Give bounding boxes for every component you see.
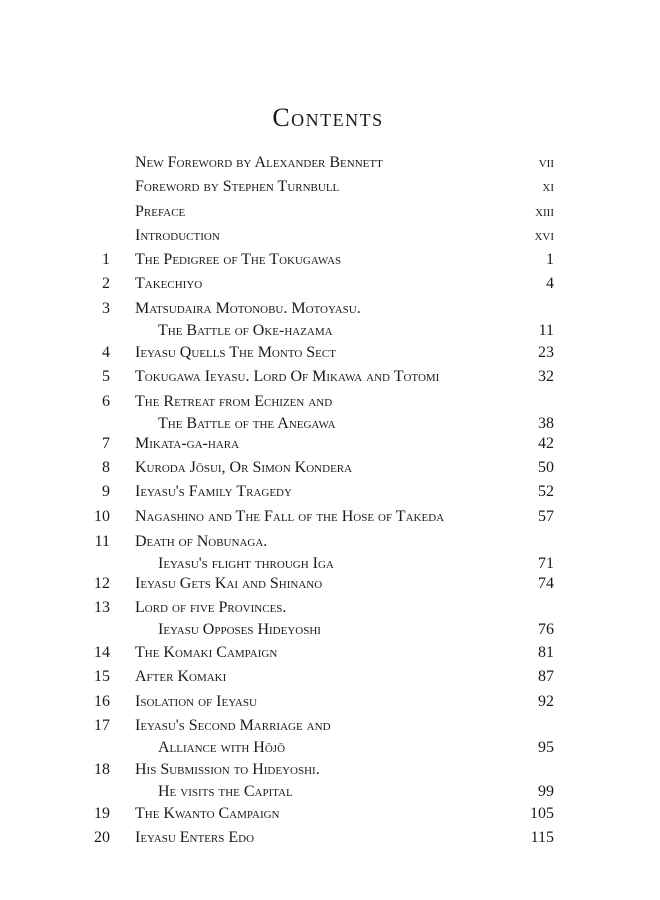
chapter-title-line1: Preface: [135, 203, 186, 220]
chapter-title-line1: Ieyasu Gets Kai and Shinano: [135, 575, 323, 592]
chapter-title: [135, 531, 515, 575]
chapter-title-line2: The Battle of the Anegawa: [158, 415, 336, 432]
chapter-title-line1: Isolation of Ieyasu: [135, 693, 257, 710]
chapter-title: [135, 249, 515, 271]
chapter-title-line1: Introduction: [135, 227, 220, 244]
chapter-title: [135, 642, 515, 664]
chapter-number: 13: [94, 599, 110, 616]
chapter-title: [135, 666, 515, 688]
chapter-title-line1: Takechiyo: [135, 275, 203, 292]
page-number: 57: [538, 508, 554, 525]
chapter-title-line2: Ieyasu's flight through Iga: [158, 555, 334, 572]
chapter-number: 1: [102, 251, 110, 268]
chapter-title: [135, 391, 515, 435]
chapter-title-line1: Lord of five Provinces.: [135, 599, 287, 616]
page-number: 81: [538, 644, 554, 661]
chapter-number: 9: [102, 483, 110, 500]
chapter-number: 8: [102, 459, 110, 476]
chapter-title-line2: Alliance with Hōjō: [158, 739, 286, 756]
chapter-title-line1: His Submission to Hideyoshi.: [135, 761, 320, 778]
chapter-title-line1: Death of Nobunaga.: [135, 533, 268, 550]
chapter-title-line1: The Komaki Campaign: [135, 644, 278, 661]
chapter-title: [135, 803, 515, 825]
page-number: 50: [538, 459, 554, 476]
chapter-title: [135, 691, 515, 713]
chapter-number: 10: [94, 508, 110, 525]
chapter-title-line1: Matsudaira Motonobu. Motoyasu.: [135, 300, 361, 317]
chapter-title-line2: He visits the Capital: [158, 783, 293, 800]
page-number: 95: [538, 739, 554, 756]
chapter-title-line2: Ieyasu Opposes Hideyoshi: [158, 621, 321, 638]
page-number: 23: [538, 344, 554, 361]
chapter-number: 18: [94, 761, 110, 778]
chapter-title: [135, 597, 515, 641]
page-number: 99: [538, 783, 554, 800]
chapter-title: [135, 201, 515, 223]
chapter-title-line1: Tokugawa Ieyasu. Lord Of Mikawa and Totomi: [135, 368, 440, 385]
page-number: 38: [538, 415, 554, 432]
page-number: xvi: [534, 227, 554, 244]
chapter-title-line1: The Kwanto Campaign: [135, 805, 280, 822]
chapter-number: 11: [94, 533, 110, 550]
page-title: Contents: [272, 103, 384, 132]
chapter-title-line2: The Battle of Oke-hazama: [158, 322, 333, 339]
chapter-number: 2: [102, 275, 110, 292]
chapter-number: 17: [94, 717, 110, 734]
page-number: 32: [538, 368, 554, 385]
chapter-title-line1: Mikata-ga-hara: [135, 435, 240, 452]
page-number: 52: [538, 483, 554, 500]
chapter-title-line1: Ieyasu's Second Marriage and: [135, 717, 331, 734]
chapter-number: 7: [102, 435, 110, 452]
page-number: 11: [538, 322, 554, 339]
chapter-title-line1: Ieyasu's Family Tragedy: [135, 483, 292, 500]
chapter-title: [135, 481, 515, 503]
page-number: 42: [538, 435, 554, 452]
chapter-title: [135, 176, 515, 198]
page-number: 115: [530, 829, 554, 846]
chapter-title: [135, 298, 515, 342]
page-number: 76: [538, 621, 554, 638]
chapter-title: [135, 433, 515, 455]
chapter-title: [135, 759, 515, 803]
chapter-title: [135, 506, 515, 528]
chapter-number: 4: [102, 344, 110, 361]
chapter-title-line1: The Retreat from Echizen and: [135, 393, 333, 410]
chapter-title: [135, 366, 515, 388]
chapter-number: 19: [94, 805, 110, 822]
page-number: 4: [546, 275, 554, 292]
chapter-number: 5: [102, 368, 110, 385]
chapter-title: [135, 273, 515, 295]
chapter-title: [135, 225, 515, 247]
page-number: 92: [538, 693, 554, 710]
chapter-title-line1: Ieyasu Enters Edo: [135, 829, 255, 846]
page-number: 71: [538, 555, 554, 572]
chapter-title: [135, 152, 515, 174]
chapter-title: [135, 715, 515, 759]
chapter-title-line1: Nagashino and The Fall of the Hose of Takeda: [135, 508, 445, 525]
page-number: vii: [538, 154, 554, 171]
chapter-title-line1: The Pedigree of The Tokugawas: [135, 251, 342, 268]
chapter-number: 20: [94, 829, 110, 846]
page-number: 105: [530, 805, 554, 822]
chapter-number: 16: [94, 693, 110, 710]
chapter-number: 6: [102, 393, 110, 410]
page-number: 1: [546, 251, 554, 268]
chapter-title: [135, 827, 515, 849]
chapter-number: 14: [94, 644, 110, 661]
page-number: 74: [538, 575, 554, 592]
chapter-title-line1: After Komaki: [135, 668, 227, 685]
chapter-title-line1: New Foreword by Alexander Bennett: [135, 154, 383, 171]
chapter-title-line1: Foreword by Stephen Turnbull: [135, 178, 340, 195]
chapter-number: 3: [102, 300, 110, 317]
page-number: xiii: [535, 203, 554, 220]
chapter-number: 12: [94, 575, 110, 592]
chapter-title-line1: Kuroda Jōsui, Or Simon Kondera: [135, 459, 353, 476]
chapter-number: 15: [94, 668, 110, 685]
page-number: 87: [538, 668, 554, 685]
page-number: xi: [542, 178, 554, 195]
chapter-title: [135, 457, 515, 479]
chapter-title-line1: Ieyasu Quells The Monto Sect: [135, 344, 336, 361]
chapter-title: [135, 342, 515, 364]
chapter-title: [135, 573, 515, 595]
